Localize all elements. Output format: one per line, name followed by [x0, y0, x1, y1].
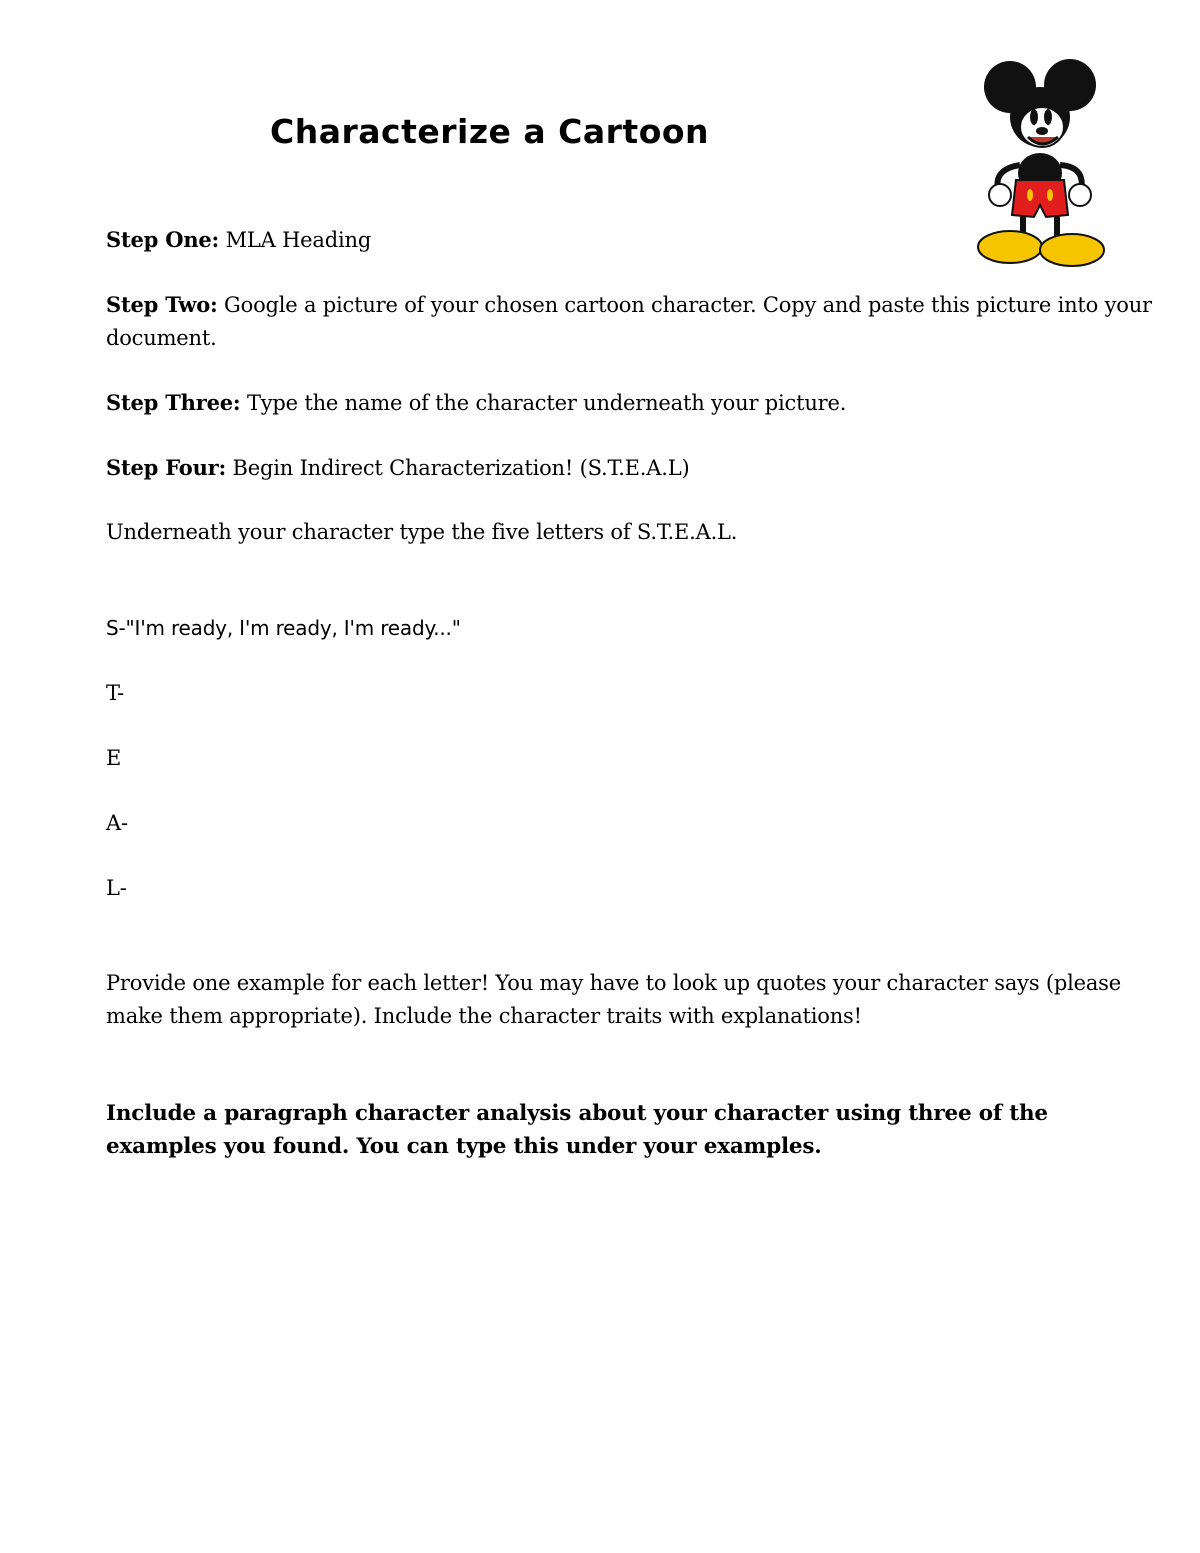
step-four-text: Begin Indirect Characterization! (S.T.E.A.L)	[226, 456, 690, 480]
step-four	[106, 451, 1171, 485]
step-three-label: Step Three:	[106, 390, 241, 415]
step-two	[106, 288, 1171, 355]
analysis-instruction: Include a paragraph character analysis about your character using three of the examples you found. You can type this under your examples.	[106, 1101, 1048, 1159]
step-four-label: Step Four:	[106, 455, 227, 480]
steal-e: E	[106, 746, 122, 770]
document-title: Characterize a Cartoon	[270, 112, 710, 151]
example-instruction: Provide one example for each letter! You may have to look up quotes your character says (please make them appropriate). Include the character traits with explanations!	[106, 971, 1121, 1028]
steal-a: A-	[106, 811, 128, 835]
step-two-text: Google a picture of your chosen cartoon character. Copy and paste this picture into your document.	[106, 293, 1152, 350]
step-three-text: Type the name of the character underneath your picture.	[240, 391, 847, 415]
steal-l: L-	[106, 876, 127, 900]
step-three	[106, 386, 1171, 420]
step-two-label: Step Two:	[106, 292, 218, 317]
step-one	[106, 223, 1171, 257]
underneath-instruction: Underneath your character type the five letters of S.T.E.A.L.	[106, 520, 738, 544]
steal-t: T-	[106, 681, 124, 705]
steal-s: S-"I'm ready, I'm ready, I'm ready..."	[106, 616, 461, 640]
step-one-label: Step One:	[106, 227, 220, 252]
step-one-text: MLA Heading	[219, 228, 372, 252]
